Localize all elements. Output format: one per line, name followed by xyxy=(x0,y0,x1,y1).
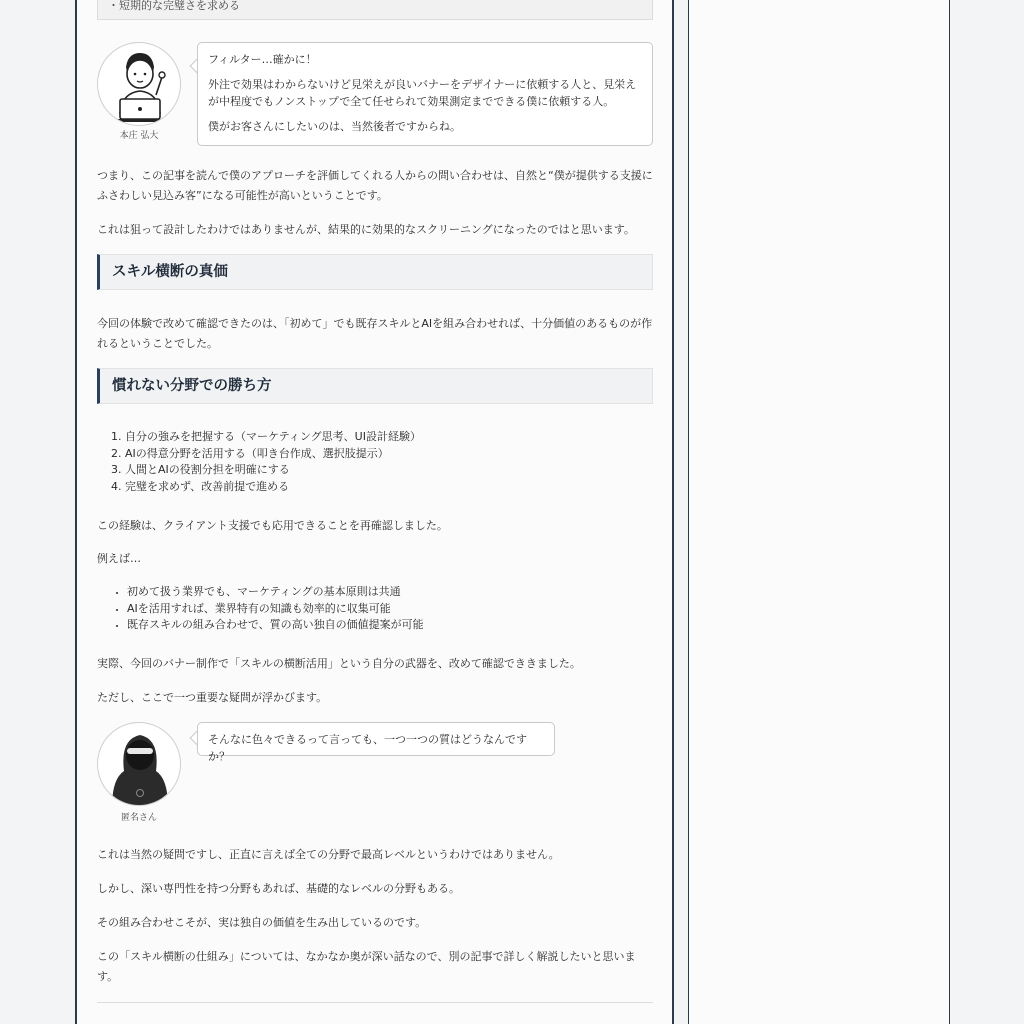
speech-block-anonymous xyxy=(97,722,653,832)
section-heading: スキル横断の真価 xyxy=(97,254,653,290)
paragraph: これは当然の疑問ですし、正直に言えば全ての分野で最高レベルというわけではありません。 xyxy=(97,848,560,861)
anonymous-speech-bubble xyxy=(197,722,555,763)
summary-box xyxy=(97,0,653,20)
article-frame xyxy=(75,0,674,1024)
bullet-list xyxy=(97,584,637,634)
summary-box-text: ・短期的な完璧さを求める xyxy=(108,0,240,12)
anonymous-name: 匿名さん xyxy=(120,813,157,823)
paragraph: つまり、この記事を読んで僕のアプローチを評価してくれる人からの問い合わせは、自然と“僕が提供する支援にふさわしい見込み客”になる可能性が高いということです。 xyxy=(97,169,653,202)
list-item: • 初めて扱う業界でも、マーケティングの基本原則は共通 xyxy=(127,584,637,601)
paragraph: この経験は、クライアント支援でも応用できることを再確認しました。 xyxy=(97,519,448,532)
anonymous-avatar xyxy=(97,722,181,806)
section-divider xyxy=(97,1002,653,1003)
paragraph: しかし、深い専門性を持つ分野もあれば、基礎的なレベルの分野もある。 xyxy=(97,882,460,895)
list-item: • AIを活用すれば、業界特有の知識も効率的に収集可能 xyxy=(127,601,637,618)
list-item: 1. 自分の強みを把握する（マーケティング思考、UI設計経験） xyxy=(125,429,637,446)
sidebar-frame xyxy=(688,0,950,1024)
author-speech-bubble xyxy=(197,42,653,146)
speech-line: 僕がお客さんにしたいのは、当然後者ですからね。 xyxy=(208,120,461,133)
paragraph: その組み合わせこそが、実は独自の価値を生み出しているのです。 xyxy=(97,916,427,929)
hooded-person-icon xyxy=(98,723,181,806)
paragraph: 例えば… xyxy=(97,552,141,565)
speech-line: そんなに色々できるって言っても、一つ一つの質はどうなんですか？ xyxy=(208,733,527,763)
list-item: 4. 完璧を求めず、改善前提で進める xyxy=(125,479,637,496)
speech-line: フィルター…確かに！ xyxy=(208,53,317,66)
author-illustration-icon xyxy=(98,43,181,126)
section-heading: 慣れない分野での勝ち方 xyxy=(97,368,653,404)
list-item: 3. 人間とAIの役割分担を明確にする xyxy=(125,462,637,479)
speech-block-author xyxy=(97,42,653,152)
paragraph: これは狙って設計したわけではありませんが、結果的に効果的なスクリーニングになったのではと思います。 xyxy=(97,223,635,236)
paragraph: この「スキル横断の仕組み」については、なかなか奥が深い話なので、別の記事で詳しく解説したいと思います。 xyxy=(97,950,636,983)
speech-line: 外注で効果はわからないけど見栄えが良いバナーをデザイナーに依頼する人と、見栄えが中程度でもノンストップで全て任せられて効果測定までできる僕に依頼する人。 xyxy=(208,78,637,108)
paragraph: 実際、今回のバナー制作で「スキルの横断活用」という自分の武器を、改めて確認でききました。 xyxy=(97,657,581,670)
list-item: 2. AIの得意分野を活用する（叩き台作成、選択肢提示） xyxy=(125,446,637,463)
author-name: 本庄 弘大 xyxy=(119,131,159,141)
paragraph: ただし、ここで一つ重要な疑問が浮かびます。 xyxy=(97,691,328,704)
numbered-list xyxy=(97,429,637,495)
list-item: • 既存スキルの組み合わせで、質の高い独自の価値提案が可能 xyxy=(127,617,637,634)
author-avatar xyxy=(97,42,181,126)
paragraph: 今回の体験で改めて確認できたのは、「初めて」でも既存スキルとAIを組み合わせれば、十分価値のあるものが作れるということでした。 xyxy=(97,317,653,350)
